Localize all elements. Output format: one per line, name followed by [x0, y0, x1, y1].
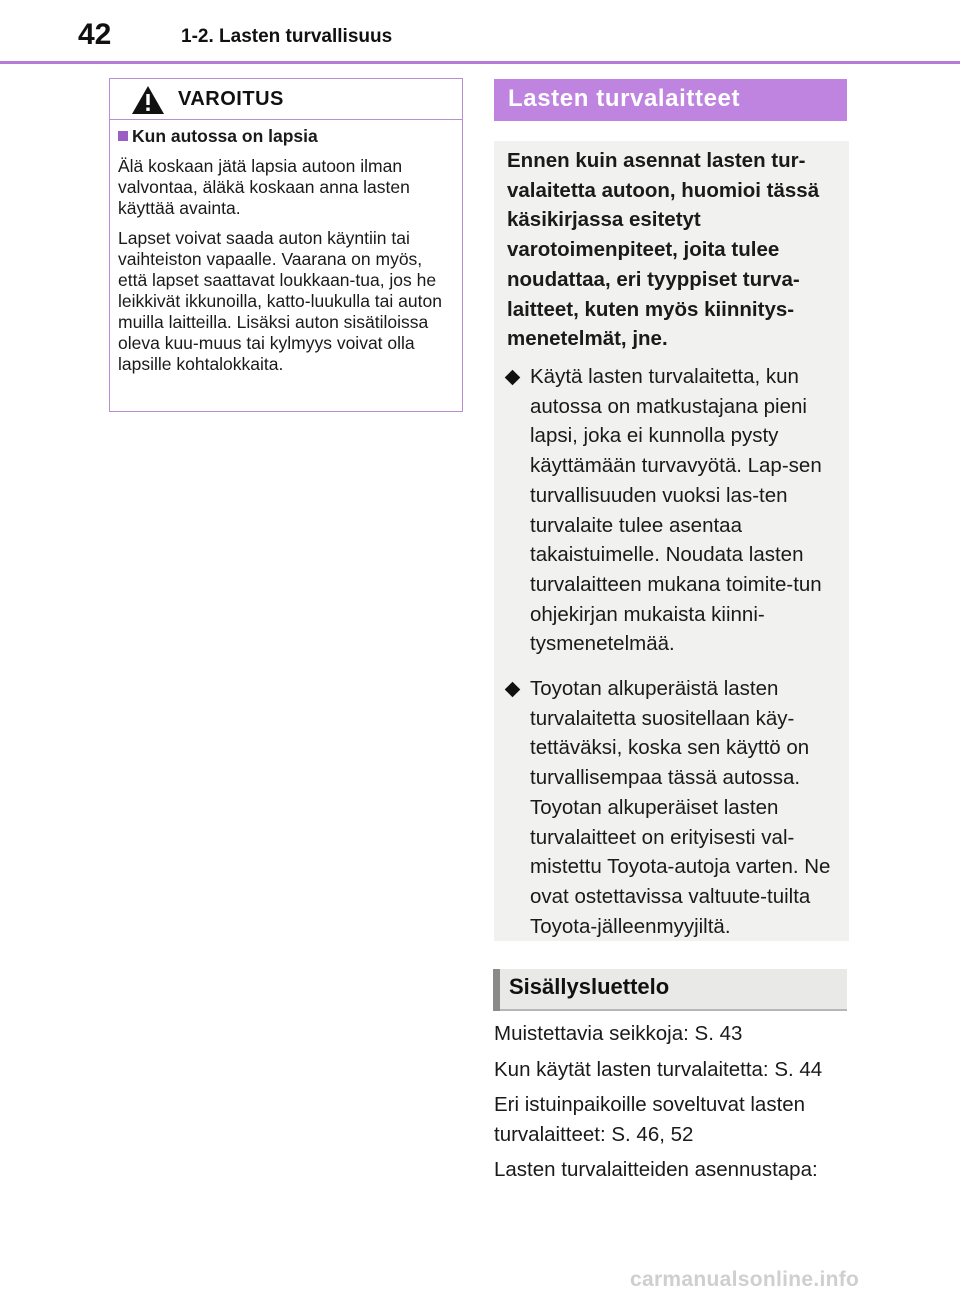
- section-title: 1-2. Lasten turvallisuus: [181, 26, 393, 47]
- toc-list: [494, 1019, 849, 1191]
- topic-title: Lasten turvalaitteet: [508, 85, 741, 112]
- toc-link[interactable]: Lasten turvalaitteiden asennustapa:: [494, 1158, 818, 1182]
- list-item: [502, 362, 842, 659]
- toc-header: [493, 969, 847, 1011]
- info-intro: Ennen kuin asennat lasten tur-valaitetta autoon, huomioi tässä käsikirjassa esitetyt varotoimenpiteet, joita tulee noudattaa, eri tyyppiset turva-laitteet, kuten myös kiinnitys-menetelmät, jne.: [507, 149, 820, 351]
- diamond-bullet-icon: [505, 682, 521, 698]
- toc-link[interactable]: Eri istuinpaikoille soveltuvat lasten turvalaitteet: S. 46, 52: [494, 1093, 806, 1146]
- list-item: [502, 674, 842, 941]
- watermark: carmanualsonline.info: [630, 1268, 860, 1291]
- warning-triangle-icon: [131, 85, 165, 115]
- info-panel: [494, 141, 849, 941]
- toc-link[interactable]: Muistettavia seikkoja: S. 43: [494, 1022, 743, 1045]
- info-list: [502, 362, 842, 956]
- warning-body: [110, 120, 462, 375]
- header-divider: [0, 61, 960, 64]
- list-item-text: Toyotan alkuperäistä lasten turvalaitetta suositellaan käy-tettäväksi, koska sen käyttö on turvallisempaa tässä autossa. Toyotan alkuperäiset lasten turvalaitteet on erityisesti val-mistettu Toyota-autoja varten. Ne ovat ostettavissa valtuute-tuilta Toyota-jälleenmyyjiltä.: [530, 677, 831, 938]
- page-number: 42: [78, 18, 112, 51]
- warning-subhead: [118, 126, 452, 147]
- warning-box: [109, 78, 463, 412]
- toc-accent-bar: [493, 969, 500, 1011]
- toc-link[interactable]: Kun käytät lasten turvalaitetta: S. 44: [494, 1057, 823, 1081]
- diamond-bullet-icon: [505, 370, 521, 386]
- warning-subhead-text: Kun autossa on lapsia: [132, 126, 318, 146]
- list-item-text: Käytä lasten turvalaitetta, kun autossa on matkustajana pieni lapsi, joka ei kunnolla pysty käyttämään turvavyötä. Lap-sen turvallisuuden vuoksi las-ten turvalaite tulee asentaa takaistuimelle. Noudata lasten turvalaitteen mukana toimite-tun ohjekirjan mukaista kiinni-tysmenetelmää.: [530, 365, 822, 656]
- warning-header: [110, 79, 462, 120]
- warning-label: VAROITUS: [178, 88, 284, 110]
- toc-title: Sisällysluettelo: [509, 974, 670, 999]
- warning-paragraph: Älä koskaan jätä lapsia autoon ilman valvontaa, äläkä koskaan anna lasten käyttää avainta.: [118, 156, 410, 218]
- square-bullet-icon: [118, 131, 128, 141]
- warning-paragraph: Lapset voivat saada auton käyntiin tai vaihteiston vapaalle. Vaarana on myös, että lapset saattavat loukkaan-tua, jos he leikkivät ikkunoilla, katto-luukulla tai auton muilla laitteilla. Lisäksi auton sisätiloissa oleva kuu-muus tai kylmyys voivat olla lapsille kohtalokkaita.: [118, 228, 442, 374]
- topic-title-bar: [494, 79, 847, 121]
